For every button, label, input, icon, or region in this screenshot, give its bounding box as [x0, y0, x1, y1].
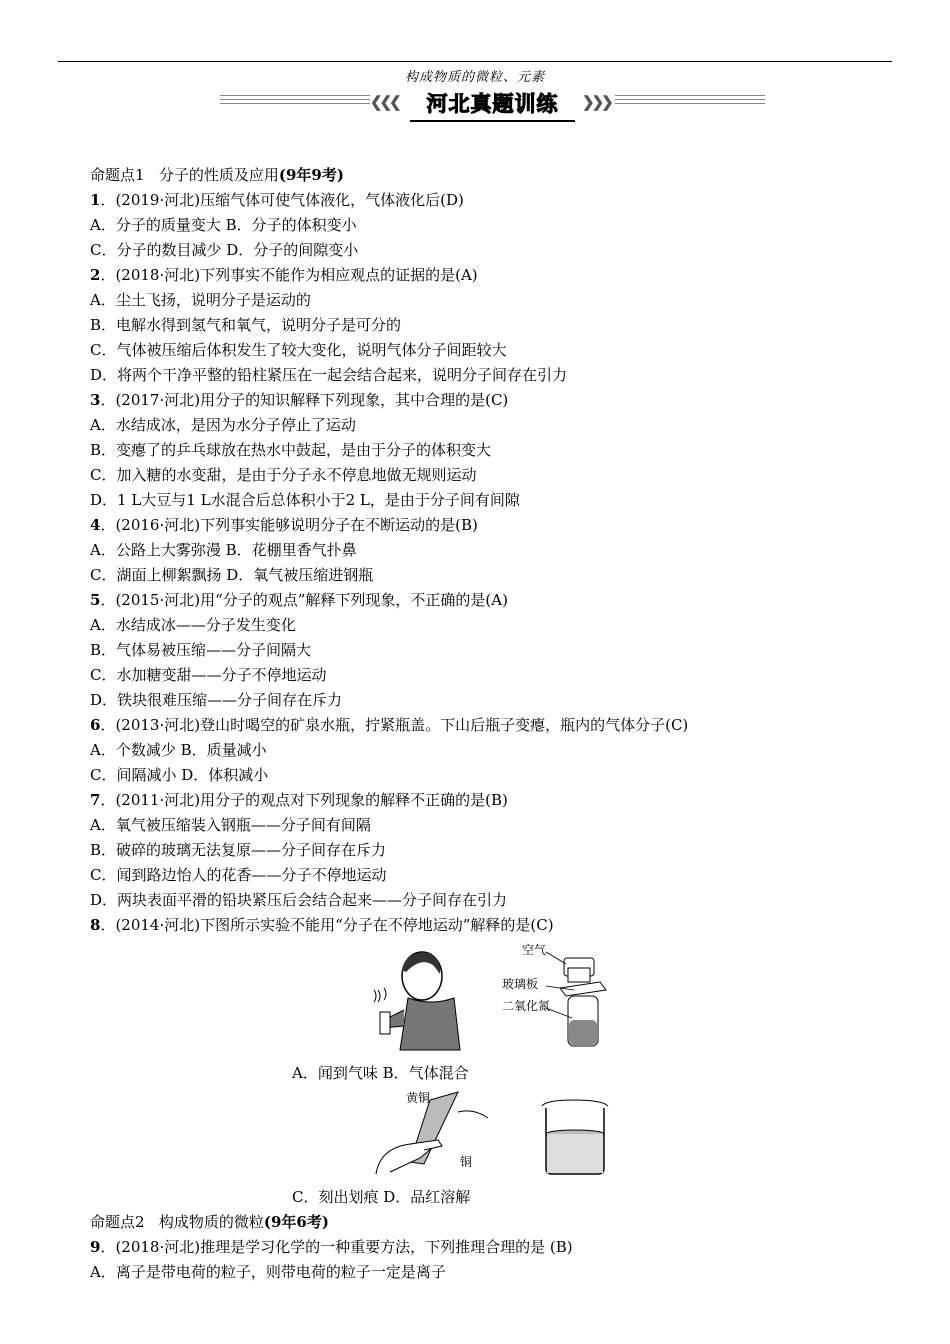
question-number: 7 — [90, 791, 101, 809]
question-text: ．(2018·河北)下列事实不能作为相应观点的证据的是(A) — [100, 266, 478, 284]
answer-option-line: D．将两个干净平整的铅柱紧压在一起会结合起来，说明分子间存在引力 — [90, 366, 568, 384]
label-nitrogen-dioxide: 二氧化氮 — [502, 999, 551, 1013]
answer-option-line: A．水结成冰——分子发生变化 — [90, 616, 296, 634]
answer-option-line: B．气体易被压缩——分子间隔大 — [90, 641, 312, 659]
answer-option-line: A．分子的质量变大 B．分子的体积变小 — [90, 216, 357, 234]
answer-option-line: D．铁块很难压缩——分子间存在斥力 — [90, 691, 343, 709]
question-stem — [90, 913, 870, 938]
question-number: 4 — [90, 516, 101, 534]
label-brass: 黄铜 — [406, 1091, 431, 1105]
banner-lines-right — [615, 95, 765, 109]
question-text: ．(2018·河北)推理是学习化学的一种重要方法，下列推理合理的是 (B) — [100, 1238, 573, 1256]
person-smelling-illustration — [374, 952, 460, 1050]
experiment-figure-ab — [360, 940, 620, 1062]
question-stem — [90, 263, 870, 288]
question-list — [90, 163, 870, 938]
beaker-illustration — [542, 1100, 608, 1174]
section-title: 构成物质的微粒 — [158, 1213, 264, 1231]
question-text: ．(2011·河北)用分子的观点对下列现象的解释不正确的是(B) — [100, 791, 508, 809]
question-number: 1 — [90, 191, 101, 209]
question-text: ．(2016·河北)下列事实能够说明分子在不断运动的是(B) — [100, 516, 478, 534]
question-number: 3 — [90, 391, 101, 409]
section-title: 分子的性质及应用 — [158, 166, 279, 184]
question-stem — [90, 788, 870, 813]
question-text: ．(2014·河北)下图所示实验不能用“分子在不停地运动”解释的是(C) — [100, 916, 554, 934]
answer-option-line: C．气体被压缩后体积发生了较大变化，说明气体分子间距较大 — [90, 341, 507, 359]
question-stem — [90, 588, 870, 613]
answer-option-line: C．间隔减小 D．体积减小 — [90, 766, 269, 784]
label-air: 空气 — [522, 943, 547, 957]
chapter-subtitle: 构成物质的微粒、元素 — [404, 70, 545, 85]
question-list-2 — [90, 1210, 870, 1285]
answer-option-line: A．公路上大雾弥漫 B．花棚里香气扑鼻 — [90, 541, 357, 559]
label-glass-plate: 玻璃板 — [502, 977, 539, 991]
answer-option-line: B．破碎的玻璃无法复原——分子间存在斥力 — [90, 841, 387, 859]
caption-cd: C．刻出划痕 D．品红溶解 — [292, 1188, 471, 1206]
header-rule — [58, 61, 892, 62]
question-stem — [90, 388, 870, 413]
question-stem — [90, 713, 870, 738]
answer-option-line: A．尘土飞扬，说明分子是运动的 — [90, 291, 311, 309]
answer-option-line: C．水加糖变甜——分子不停地运动 — [90, 666, 327, 684]
question-number: 6 — [90, 716, 101, 734]
answer-option-line: B．变瘪了的乒乓球放在热水中鼓起，是由于分子的体积变大 — [90, 441, 492, 459]
question-number: 8 — [90, 916, 101, 934]
answer-option-line: C．分子的数目减少 D．分子的间隙变小 — [90, 241, 359, 259]
answer-option-line: C．闻到路边怡人的花香——分子不停地运动 — [90, 866, 387, 884]
answer-option-line: A．离子是带电荷的粒子，则带电荷的粒子一定是离子 — [90, 1263, 446, 1281]
answer-option-line: D．两块表面平滑的铅块紧压后会结合起来——分子间存在引力 — [90, 891, 508, 909]
question-number: 9 — [90, 1238, 101, 1256]
question-text: ．(2015·河北)用“分子的观点”解释下列现象，不正确的是(A) — [100, 591, 508, 609]
chevron-right-icon: ❯❯❯ — [582, 93, 611, 111]
question-number: 5 — [90, 591, 101, 609]
section-heading — [90, 163, 870, 188]
gas-mixing-apparatus — [546, 952, 606, 1046]
question-text: ．(2017·河北)用分子的知识解释下列现象，其中合理的是(C) — [100, 391, 509, 409]
answer-option-line: C．加入糖的水变甜，是由于分子永不停息地做无规则运动 — [90, 466, 477, 484]
answer-option-line: A．个数减少 B．质量减小 — [90, 741, 267, 759]
section-label: 命题点2 — [90, 1213, 145, 1231]
answer-option-line: A．氧气被压缩装入钢瓶——分子间有间隔 — [90, 816, 371, 834]
section-count: (9年6考) — [263, 1213, 329, 1231]
caption-ab: A．闻到气味 B．气体混合 — [292, 1064, 469, 1082]
answer-option-line: C．湖面上柳絮飘扬 D．氧气被压缩进钢瓶 — [90, 566, 374, 584]
section-count: (9年9考) — [278, 166, 344, 184]
question-number: 2 — [90, 266, 101, 284]
experiment-figure-cd — [370, 1088, 620, 1180]
chevron-left-icon: ❮❮❮ — [370, 93, 399, 111]
section-label: 命题点1 — [90, 166, 145, 184]
question-text: ．(2019·河北)压缩气体可使气体液化，气体液化后(D) — [100, 191, 464, 209]
label-copper: 铜 — [460, 1155, 473, 1169]
answer-option-line: B．电解水得到氢气和氧气，说明分子是可分的 — [90, 316, 402, 334]
banner-lines-left — [220, 95, 370, 109]
banner-title: 河北真题训练 — [410, 88, 575, 122]
question-stem — [90, 188, 870, 213]
question-stem — [90, 1235, 870, 1260]
answer-option-line: A．水结成冰，是因为水分子停止了运动 — [90, 416, 356, 434]
section-banner — [220, 88, 765, 118]
answer-option-line: D．1 L大豆与1 L水混合后总体积小于2 L，是由于分子间有间隙 — [90, 491, 520, 509]
question-text: ．(2013·河北)登山时喝空的矿泉水瓶，拧紧瓶盖。下山后瓶子变瘪，瓶内的气体分子(C) — [100, 716, 689, 734]
section-heading — [90, 1210, 870, 1235]
question-stem — [90, 513, 870, 538]
